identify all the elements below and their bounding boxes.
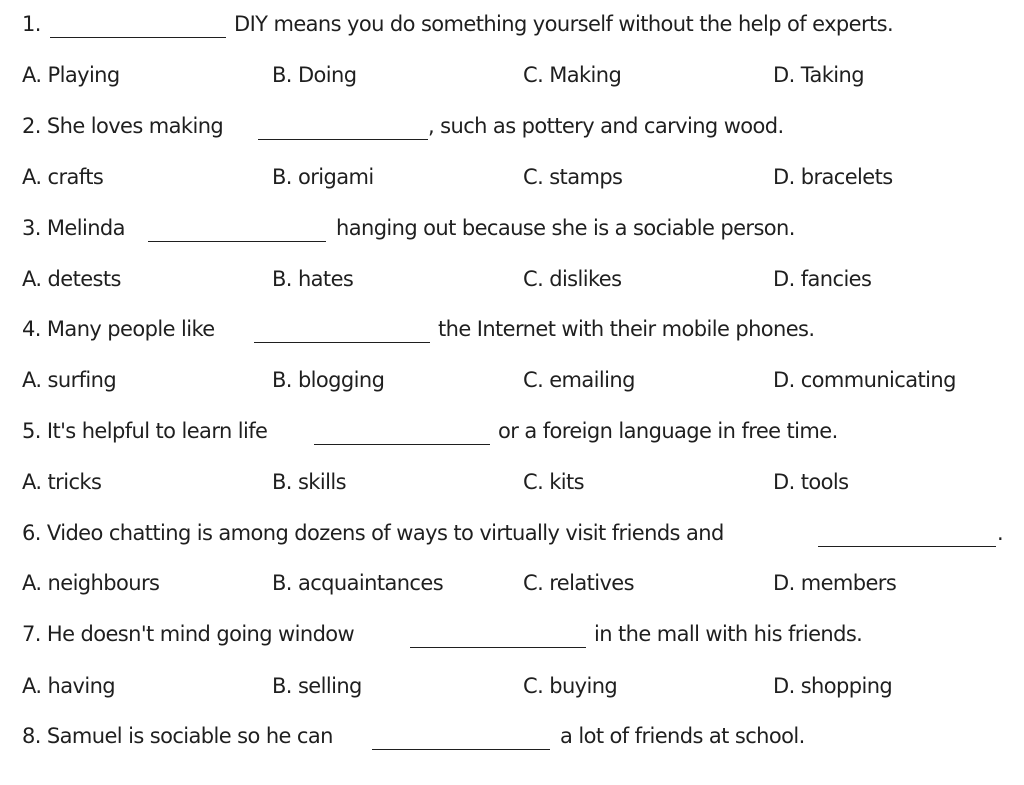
- question-1: [0, 6, 1024, 42]
- options-2: [0, 159, 1024, 195]
- option-c[interactable]: C. buying: [523, 674, 618, 698]
- question-4: [0, 311, 1024, 347]
- answer-blank[interactable]: [50, 37, 226, 38]
- option-c[interactable]: C. kits: [523, 470, 584, 494]
- option-b[interactable]: B. skills: [272, 470, 346, 494]
- answer-blank[interactable]: [258, 139, 428, 140]
- options-7: [0, 668, 1024, 704]
- question-text: 2. She loves making: [22, 114, 224, 138]
- option-b[interactable]: B. hates: [272, 267, 354, 291]
- answer-blank[interactable]: [372, 749, 550, 750]
- option-b[interactable]: B. acquaintances: [272, 571, 444, 595]
- option-a[interactable]: A. tricks: [22, 470, 102, 494]
- option-a[interactable]: A. Playing: [22, 63, 120, 87]
- option-c[interactable]: C. Making: [523, 63, 622, 87]
- option-d[interactable]: D. members: [773, 571, 897, 595]
- question-text: hanging out because she is a sociable person.: [336, 216, 795, 240]
- question-number: 1.: [22, 12, 41, 36]
- options-3: [0, 261, 1024, 297]
- question-text: the Internet with their mobile phones.: [438, 317, 815, 341]
- option-c[interactable]: C. dislikes: [523, 267, 622, 291]
- question-text: 4. Many people like: [22, 317, 215, 341]
- option-b[interactable]: B. origami: [272, 165, 374, 189]
- question-text: 6. Video chatting is among dozens of ways to virtually visit friends and: [22, 521, 724, 545]
- options-6: [0, 565, 1024, 601]
- option-a[interactable]: A. crafts: [22, 165, 104, 189]
- question-5: [0, 413, 1024, 449]
- option-d[interactable]: D. communicating: [773, 368, 956, 392]
- option-d[interactable]: D. tools: [773, 470, 849, 494]
- question-6: [0, 515, 1024, 551]
- question-text: , such as pottery and carving wood.: [428, 114, 784, 138]
- option-c[interactable]: C. relatives: [523, 571, 634, 595]
- option-b[interactable]: B. Doing: [272, 63, 357, 87]
- option-a[interactable]: A. having: [22, 674, 116, 698]
- question-text: 8. Samuel is sociable so he can: [22, 724, 333, 748]
- question-2: [0, 108, 1024, 144]
- question-text: 5. It's helpful to learn life: [22, 419, 268, 443]
- answer-blank[interactable]: [254, 342, 430, 343]
- question-8: [0, 718, 1024, 754]
- option-b[interactable]: B. selling: [272, 674, 362, 698]
- answer-blank[interactable]: [818, 546, 996, 547]
- option-a[interactable]: A. detests: [22, 267, 121, 291]
- answer-blank[interactable]: [148, 241, 326, 242]
- question-text: .: [997, 521, 1004, 545]
- question-text: a lot of friends at school.: [560, 724, 805, 748]
- answer-blank[interactable]: [314, 444, 490, 445]
- question-text: 7. He doesn't mind going window: [22, 622, 355, 646]
- question-3: [0, 210, 1024, 246]
- question-text: in the mall with his friends.: [594, 622, 863, 646]
- question-text: 3. Melinda: [22, 216, 125, 240]
- option-d[interactable]: D. bracelets: [773, 165, 893, 189]
- question-text: or a foreign language in free time.: [498, 419, 838, 443]
- option-d[interactable]: D. shopping: [773, 674, 893, 698]
- options-5: [0, 464, 1024, 500]
- option-c[interactable]: C. emailing: [523, 368, 635, 392]
- question-text: DIY means you do something yourself without the help of experts.: [234, 12, 894, 36]
- answer-blank[interactable]: [410, 647, 586, 648]
- option-d[interactable]: D. fancies: [773, 267, 872, 291]
- option-a[interactable]: A. neighbours: [22, 571, 160, 595]
- options-1: [0, 57, 1024, 93]
- option-d[interactable]: D. Taking: [773, 63, 864, 87]
- option-c[interactable]: C. stamps: [523, 165, 623, 189]
- option-b[interactable]: B. blogging: [272, 368, 385, 392]
- option-a[interactable]: A. surfing: [22, 368, 117, 392]
- question-7: [0, 616, 1024, 652]
- options-4: [0, 362, 1024, 398]
